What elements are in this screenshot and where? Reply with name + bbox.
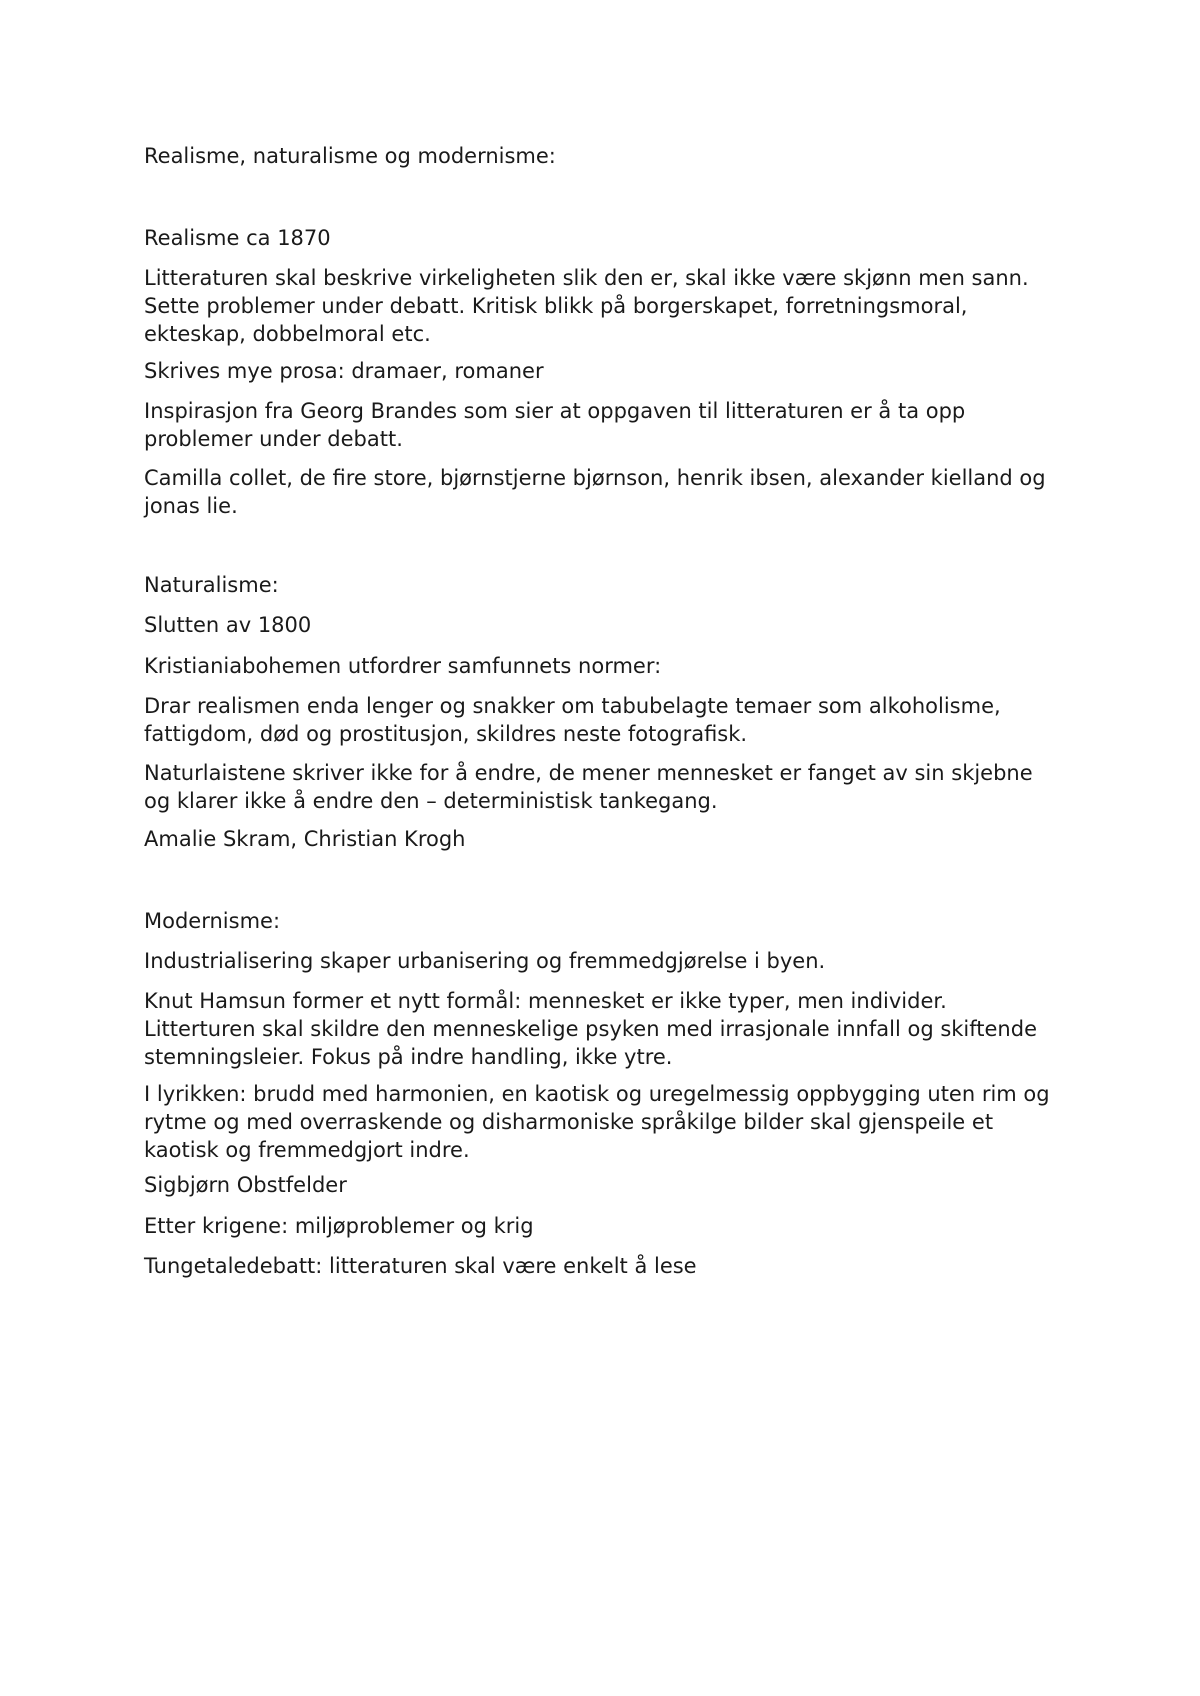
realisme-paragraph-1: Litteraturen skal beskrive virkeligheten slik den er, skal ikke være skjønn men sann. Sette problemer under debatt. Kritisk blikk på borgerskapet, forretningsmoral, ekteskap, dobbelmoral etc. (144, 266, 1029, 346)
modernisme-paragraph-4: Sigbjørn Obstfelder (144, 1173, 347, 1197)
modernisme-paragraph-5: Etter krigene: miljøproblemer og krig (144, 1214, 534, 1238)
modernisme-paragraph-2: Knut Hamsun former et nytt formål: mennesket er ikke typer, men individer. Litterturen skal skildre den menneskelige psyken med irrasjonale innfall og skiftende stemningsleier. Fokus på indre handling, ikke ytre. (144, 989, 1037, 1069)
naturalisme-heading: Naturalisme: (144, 573, 279, 597)
document-title: Realisme, naturalisme og modernisme: (144, 144, 556, 168)
naturalisme-paragraph-3: Drar realismen enda lenger og snakker om tabubelagte temaer som alkoholisme, fattigdom, død og prostitusjon, skildres neste fotografisk. (144, 694, 1001, 746)
naturalisme-paragraph-1: Slutten av 1800 (144, 613, 312, 637)
realisme-paragraph-2: Skrives mye prosa: dramaer, romaner (144, 359, 544, 383)
naturalisme-paragraph-4: Naturlaistene skriver ikke for å endre, de mener mennesket er fanget av sin skjebne og klarer ikke å endre den – deterministisk tankegang. (144, 761, 1033, 813)
modernisme-paragraph-3: I lyrikken: brudd med harmonien, en kaotisk og uregelmessig oppbygging uten rim og rytme og med overraskende og disharmoniske språkilge bilder skal gjenspeile et kaotisk og fremmedgjort indre. (144, 1082, 1050, 1162)
realisme-heading: Realisme ca 1870 (144, 226, 331, 250)
realisme-paragraph-3: Inspirasjon fra Georg Brandes som sier at oppgaven til litteraturen er å ta opp problemer under debatt. (144, 399, 966, 451)
naturalisme-paragraph-2: Kristianiabohemen utfordrer samfunnets normer: (144, 654, 662, 678)
naturalisme-paragraph-5: Amalie Skram, Christian Krogh (144, 827, 466, 851)
modernisme-heading: Modernisme: (144, 909, 281, 933)
modernisme-paragraph-1: Industrialisering skaper urbanisering og fremmedgjørelse i byen. (144, 949, 826, 973)
realisme-paragraph-4: Camilla collet, de fire store, bjørnstjerne bjørnson, henrik ibsen, alexander kielland og jonas lie. (144, 466, 1046, 518)
modernisme-paragraph-6: Tungetaledebatt: litteraturen skal være enkelt å lese (144, 1254, 697, 1278)
